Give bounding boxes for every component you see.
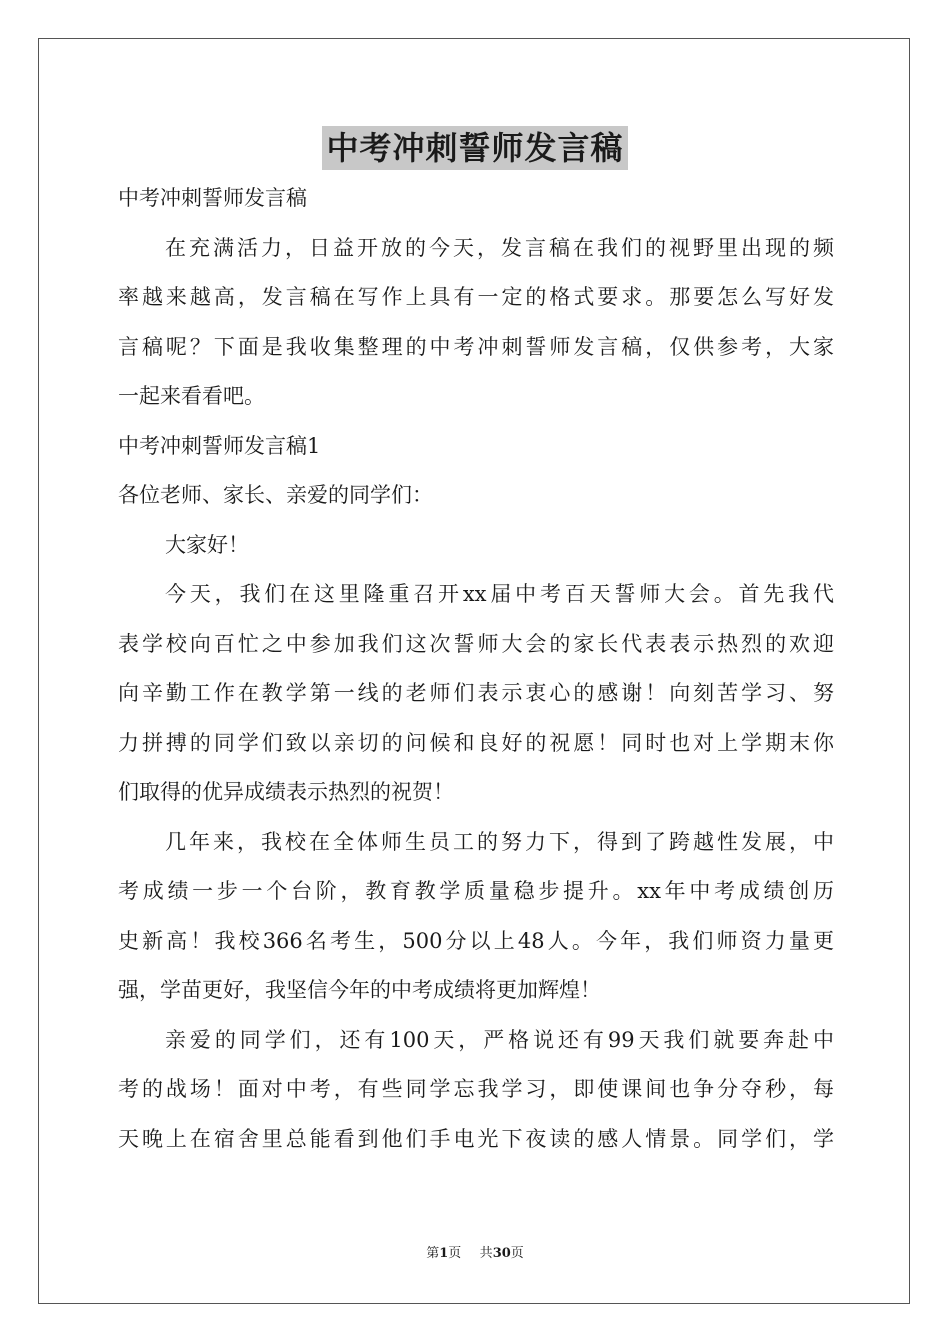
footer-page-suffix: 页 bbox=[448, 1246, 462, 1261]
text-line: 亲爱的同学们，还有100天，严格说还有99天我们就要奔赴中 bbox=[165, 1027, 834, 1052]
text-line: 几年来，我校在全体师生员工的努力下，得到了跨越性发展，中 bbox=[165, 829, 834, 854]
text-line: 表学校向百忙之中参加我们这次誓师大会的家长代表表示热烈的欢迎 bbox=[118, 631, 834, 656]
document-title bbox=[0, 126, 950, 170]
text-line: 向辛勤工作在教学第一线的老师们表示衷心的感谢！向刻苦学习、努 bbox=[118, 681, 834, 705]
footer-total-suffix: 页 bbox=[510, 1246, 524, 1261]
text-line: 中考冲刺誓师发言稿 bbox=[118, 186, 307, 210]
text-line: 中考冲刺誓师发言稿1 bbox=[118, 433, 321, 458]
footer-page-prefix: 第 bbox=[426, 1246, 440, 1261]
text-line: 考成绩一步一个台阶，教育教学质量稳步提升。xx年中考成绩创历 bbox=[118, 879, 834, 903]
footer-total-pages: 30 bbox=[492, 1246, 511, 1261]
text-line: 率越来越高，发言稿在写作上具有一定的格式要求。那要怎么写好发 bbox=[118, 285, 834, 309]
text-line: 大家好！ bbox=[165, 532, 249, 557]
document-body bbox=[118, 174, 834, 1164]
text-line: 天晚上在宿舍里总能看到他们手电光下夜读的感人情景。同学们，学 bbox=[118, 1126, 834, 1151]
text-line: 考的战场！面对中考，有些同学忘我学习，即使课间也争分夺秒，每 bbox=[118, 1077, 834, 1101]
footer-page-number: 1 bbox=[439, 1246, 449, 1261]
text-line: 各位老师、家长、亲爱的同学们： bbox=[118, 483, 433, 507]
text-line: 强，学苗更好，我坚信今年的中考成绩将更加辉煌！ bbox=[118, 978, 601, 1002]
page-footer bbox=[0, 1246, 950, 1262]
text-line: 在充满活力，日益开放的今天，发言稿在我们的视野里出现的频 bbox=[165, 235, 834, 260]
text-line: 史新高！我校366名考生，500分以上48人。今年，我们师资力量更 bbox=[118, 928, 834, 953]
footer-total-prefix: 共 bbox=[479, 1246, 493, 1261]
text-line: 言稿呢？下面是我收集整理的中考冲刺誓师发言稿，仅供参考，大家 bbox=[118, 334, 834, 359]
text-line: 一起来看看吧。 bbox=[118, 384, 265, 408]
document-title-text: 中考冲刺誓师发言稿 bbox=[322, 126, 627, 170]
text-line: 今天，我们在这里隆重召开xx届中考百天誓师大会。首先我代 bbox=[165, 582, 834, 606]
text-line: 们取得的优异成绩表示热烈的祝贺！ bbox=[118, 780, 454, 804]
text-line: 力拼搏的同学们致以亲切的问候和良好的祝愿！同时也对上学期末你 bbox=[118, 730, 834, 755]
